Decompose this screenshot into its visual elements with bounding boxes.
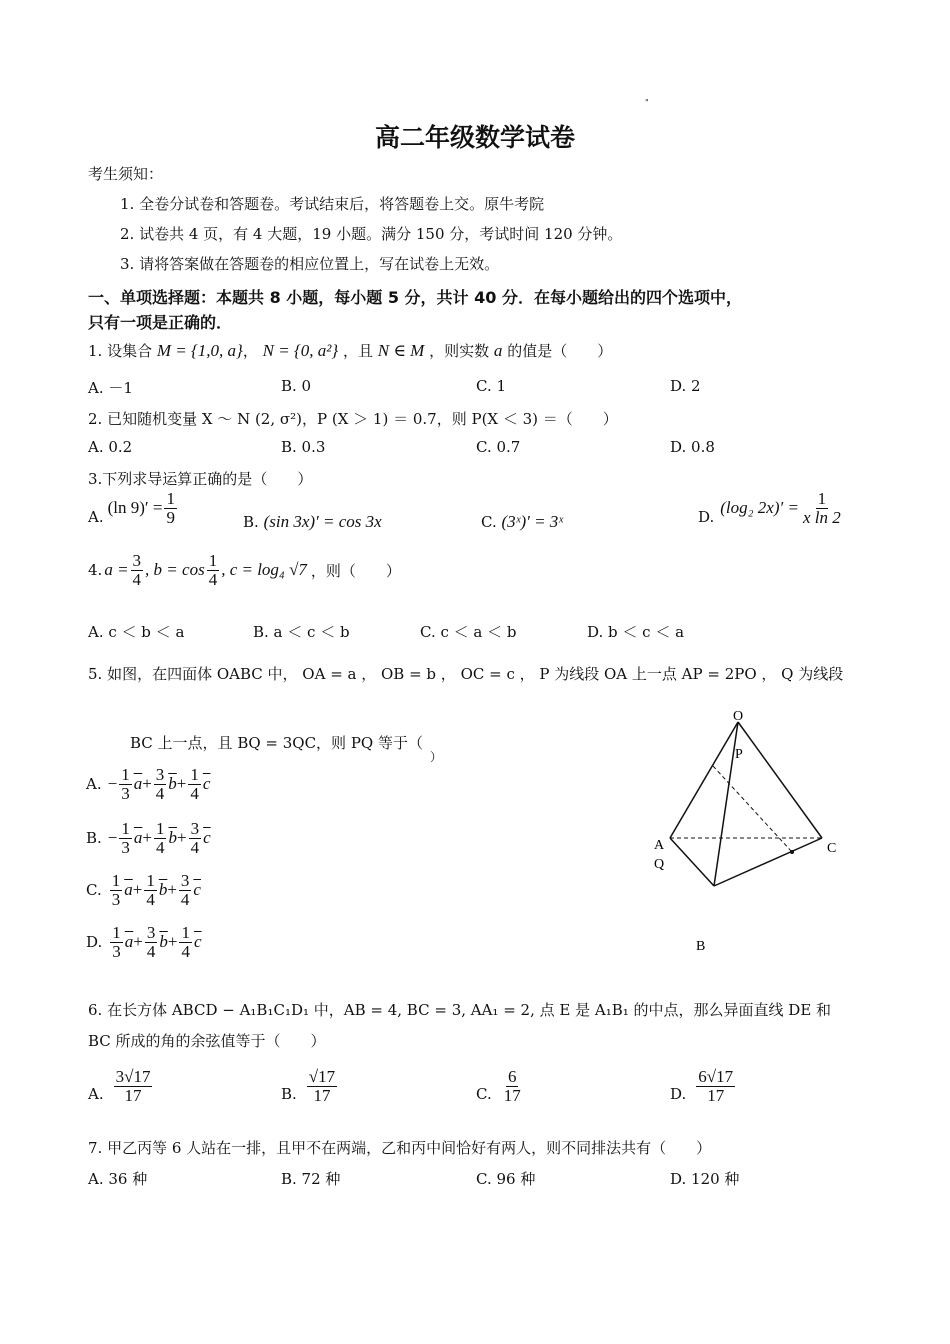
q6-option-d [670,1068,737,1105]
notice-item: 2. 试卷共 4 页，有 4 大题，19 小题。满分 150 分，考试时间 120 分钟。 [120,225,623,243]
term-coefficient: $\frac{3}{4}$ [146,923,156,961]
q1-option-a: A. －1 [88,379,133,397]
option-fraction: $\frac{6}{17}$ [503,1067,521,1105]
q5-option-c [86,872,201,909]
question-7-stem: 7. 甲乙丙等 6 人站在一排，且甲不在两端，乙和丙中间恰好有两人，则不同排法共有（ ） [88,1139,712,1157]
label-O: O [733,709,744,724]
term-vector: $\overline{a}$ [133,828,143,848]
q2-option-d: D. 0.8 [670,438,715,456]
term-vector: $\overline{c}$ [202,774,211,794]
question-5-stem-cont: BC 上一点，且 BQ = 3QC，则 PQ 等于（ [130,734,423,752]
section-heading-cont: 只有一项是正确的． [88,313,233,332]
term-coefficient: $\frac{1}{4}$ [155,819,165,857]
term-sign: + [176,828,187,848]
question-1-stem: 1. 设集合 M = {1,0, a}， N = {0, a²} ，且 N ∈ M ，则实数 a 的值是（ ） [88,341,613,360]
q4-option-a: A. c ＜ b ＜ a [88,623,185,641]
term-vector: $\overline{b}$ [168,774,177,794]
term-coefficient: $\frac{1}{4}$ [181,923,190,961]
q4-option-c: C. c ＜ a ＜ b [420,623,517,641]
term-sign: + [167,932,178,952]
term-sign: − [107,828,118,848]
q3-option-c: C. (3ˣ)′ = 3ˣ [481,512,564,531]
notice-item: 3. 请将答案做在答题卷的相应位置上，写在试卷上无效。 [120,255,500,273]
term-coefficient: $\frac{1}{3}$ [111,871,121,909]
q6-option-a [88,1068,154,1105]
option-label: C. [476,1084,492,1103]
label-B: B [696,939,706,954]
term-coefficient: $\frac{3}{4}$ [155,765,165,803]
term-sign: + [167,880,177,900]
q3-option-a: A. (ln 9)′ = $\frac{1}{9}$ [88,489,175,527]
q4-option-d: D. b ＜ c ＜ a [587,623,685,641]
question-6-stem-cont: BC 所成的角的余弦值等于（ ） [88,1032,326,1050]
notice-heading: 考生须知： [88,165,164,183]
term-vector: $\overline{c}$ [203,828,211,848]
q7-option-b: B. 72 种 [281,1170,341,1188]
q7-option-a: A. 36 种 [88,1170,148,1188]
q6-option-b [281,1068,339,1105]
q1-option-d: D. 2 [670,377,701,395]
q2-option-b: B. 0.3 [281,438,326,456]
notice-item: 1. 全卷分试卷和答题卷。考试结束后，将答题卷上交。原牛考院 [120,195,545,213]
term-sign: + [142,828,152,848]
question-6-stem: 6. 在长方体 ABCD − A₁B₁C₁D₁ 中，AB = 4, BC = 3, AA₁ = 2, 点 E 是 A₁B₁ 的中点，那么异面直线 DE 和 [88,1001,832,1019]
q7-option-c: C. 96 种 [476,1170,536,1188]
term-coefficient: $\frac{3}{4}$ [190,819,200,857]
question-5-stem: 5. 如图，在四面体 OABC 中， OA = a ， OB = b ， OC = c ， P 为线段 OA 上一点 AP = 2PO ， Q 为线段 [88,665,844,683]
q2-option-c: C. 0.7 [476,438,521,456]
option-label: C. [86,881,102,900]
option-label: A. [86,775,102,794]
page-title: 高二年级数学试卷 [374,123,575,152]
option-label: B. [86,829,102,848]
q2-option-a: A. 0.2 [88,438,133,456]
question-3-stem: 3.下列求导运算正确的是（ ） [88,470,313,488]
option-fraction: $\frac{√17}{17}$ [308,1067,336,1105]
term-sign: − [107,774,118,794]
term-vector: $\overline{b}$ [159,932,168,952]
term-vector: $\overline{a}$ [124,880,133,900]
term-coefficient: $\frac{3}{4}$ [180,871,190,909]
option-label: A. [88,1084,104,1103]
q5-option-a [86,766,210,803]
q3-option-b: B. (sin 3x)′ = cos 3x [243,512,382,531]
section-heading: 一、单项选择题：本题共 8 小题，每小题 5 分，共计 40 分．在每小题给出的四个选项中， [88,288,742,307]
question-4-stem: 4. a = $\frac{3}{4}$ , b = cos $\frac{1}{4}$ , c = log₄ √7 ，则（ ） [88,551,401,589]
term-vector: $\overline{a}$ [133,774,143,794]
term-vector: $\overline{a}$ [124,932,134,952]
tetrahedron-figure [640,700,870,960]
label-Q: Q [654,857,665,872]
header-dot: " [645,98,649,107]
term-coefficient: $\frac{1}{3}$ [121,819,130,857]
q6-option-c [476,1068,525,1105]
option-fraction: $\frac{6√17}{17}$ [698,1067,734,1105]
question-2-stem: 2. 已知随机变量 X ～ N (2, σ²)，P (X ＞ 1) ＝ 0.7，则 P(X ＜ 3) ＝（ ） [88,410,618,428]
term-vector: $\overline{c}$ [193,880,201,900]
term-vector: $\overline{b}$ [168,828,177,848]
term-sign: + [176,774,187,794]
option-label: B. [281,1084,297,1103]
term-vector: $\overline{c}$ [193,932,202,952]
term-sign: + [132,880,143,900]
q1-option-b: B. 0 [281,377,312,395]
option-fraction: $\frac{3√17}{17}$ [115,1067,151,1105]
label-P: P [735,747,743,762]
option-label: D. [670,1084,687,1103]
term-coefficient: $\frac{1}{4}$ [190,765,199,803]
q1-option-c: C. 1 [476,377,507,395]
q4-option-b: B. a ＜ c ＜ b [253,623,350,641]
q7-option-d: D. 120 种 [670,1170,740,1188]
label-C: C [827,841,837,856]
label-A: A [654,838,665,853]
option-label: D. [86,933,103,952]
term-vector: $\overline{b}$ [158,880,168,900]
q3-option-d: D. (log₂ 2x)′ = $\frac{1}{\text{x ln 2}}$ [698,489,841,527]
term-coefficient: $\frac{1}{3}$ [121,765,130,803]
term-sign: + [133,932,143,952]
question-5-paren: ） [430,750,443,764]
term-sign: + [142,774,152,794]
q5-option-b [86,820,211,857]
q5-option-d [86,924,202,961]
term-coefficient: $\frac{1}{4}$ [146,871,155,909]
term-coefficient: $\frac{1}{3}$ [112,923,121,961]
